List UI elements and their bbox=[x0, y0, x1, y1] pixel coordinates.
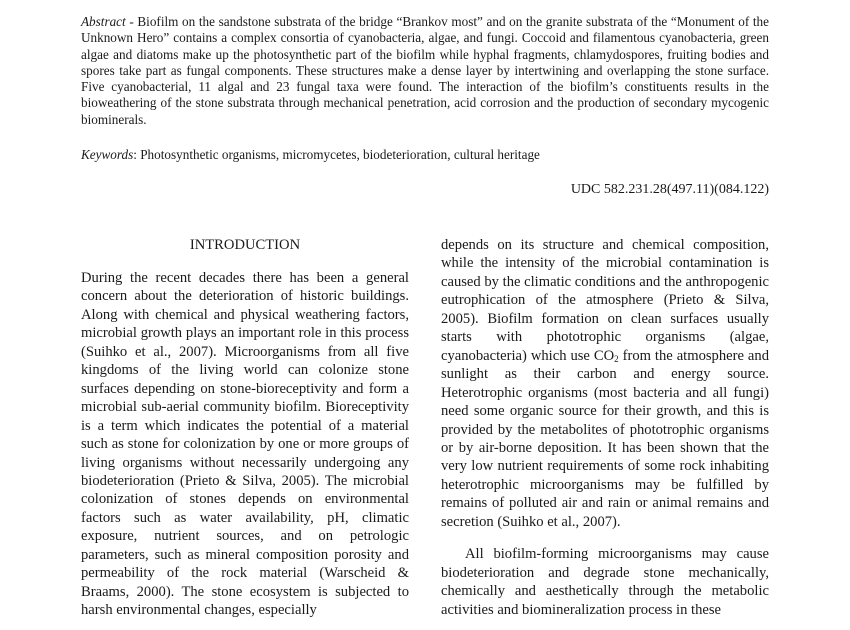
keywords-text: : Photosynthetic organisms, micromycetes, biodeterioration, cultural heritage bbox=[133, 147, 540, 162]
abstract-label: Abstract bbox=[81, 14, 126, 29]
abstract-block bbox=[81, 14, 769, 128]
section-heading-introduction: INTRODUCTION bbox=[189, 237, 301, 253]
abstract-text: - Biofilm on the sandstone substrata of the bridge “Brankov most” and on the granite substrata of the “Monument of the Unknown Hero” contains a complex consortia of cyanobacteria, algae, and fungi. Coccoid and filamentous cyanobacteria, green algae and diatoms make up the photosynthetic part of the biofilm while hyphal fragments, chlamydospores, fruiting bodies and spores take part as fungal components. These structures make a dense layer by intertwining and overlapping the stone surface. Five cyanobacterial, 11 algal and 23 fungal taxa were found. The interaction of the biofilm’s constituents results in the bioweathering of the stone substrata through mechanical penetration, acid corrosion and the production of secondary mycogenic biominerals. bbox=[81, 14, 769, 127]
right-column bbox=[441, 236, 769, 619]
intro-paragraph-2-part-b: from the atmosphere and sunlight as their carbon and energy source. Heterotrophic organisms (most bacteria and all fungi) need some organic source for their growth, and this is provided by the metabolites of phototrophic organisms or by air-borne deposition. It has been shown that the very low nutrient requirements of some rock inhabiting heterotrophic microorganisms may be fulfilled by remains of polluted air and rain or animal remains and secretion (Suihko et al., 2007). bbox=[441, 347, 769, 530]
left-column bbox=[81, 236, 409, 620]
intro-paragraph-3: All biofilm-forming microorganisms may cause biodeterioration and degrade stone mechanically, chemically and aesthetically through the metabolic activities and biomineralization process in these bbox=[441, 546, 769, 618]
intro-paragraph-2-part-a: depends on its structure and chemical composition, while the intensity of the microbial contamination is caused by the climatic conditions and the anthropogenic eutrophication of the atmosphere (Prieto & Silva, 2005). Biofilm formation on clean surfaces usually starts with phototrophic organisms (algae, cyanobacteria) which use CO bbox=[441, 237, 769, 364]
co2-subscript: 2 bbox=[614, 353, 619, 364]
udc-code: UDC 582.231.28(497.11)(084.122) bbox=[570, 182, 769, 197]
keywords-block bbox=[81, 147, 769, 163]
keywords-label: Keywords bbox=[81, 147, 134, 162]
intro-paragraph-1: During the recent decades there has been a general concern about the deterioration of historic buildings. Along with chemical and physical weathering factors, microbial growth plays an important role in this process (Suihko et al., 2007). Microorganisms from all five kingdoms of the living world can colonize stone surfaces depending on stone-bioreceptivity and form a microbial sub-aerial community biofilm. Bioreceptivity is a term which indicates the potential of a material such as stone for colonization by one or more groups of living organisms without necessarily undergoing any biodeterioration (Prieto & Silva, 2005). The microbial colonization of stones depends on environmental factors such as water availability, pH, climatic exposure, nutrient sources, and on petrologic parameters, such as mineral composition porosity and permeability of the rock material (Warscheid & Braams, 2000). The stone ecosystem is subjected to harsh environmental changes, especially bbox=[81, 270, 409, 619]
intro-paragraph-2 bbox=[441, 236, 769, 531]
